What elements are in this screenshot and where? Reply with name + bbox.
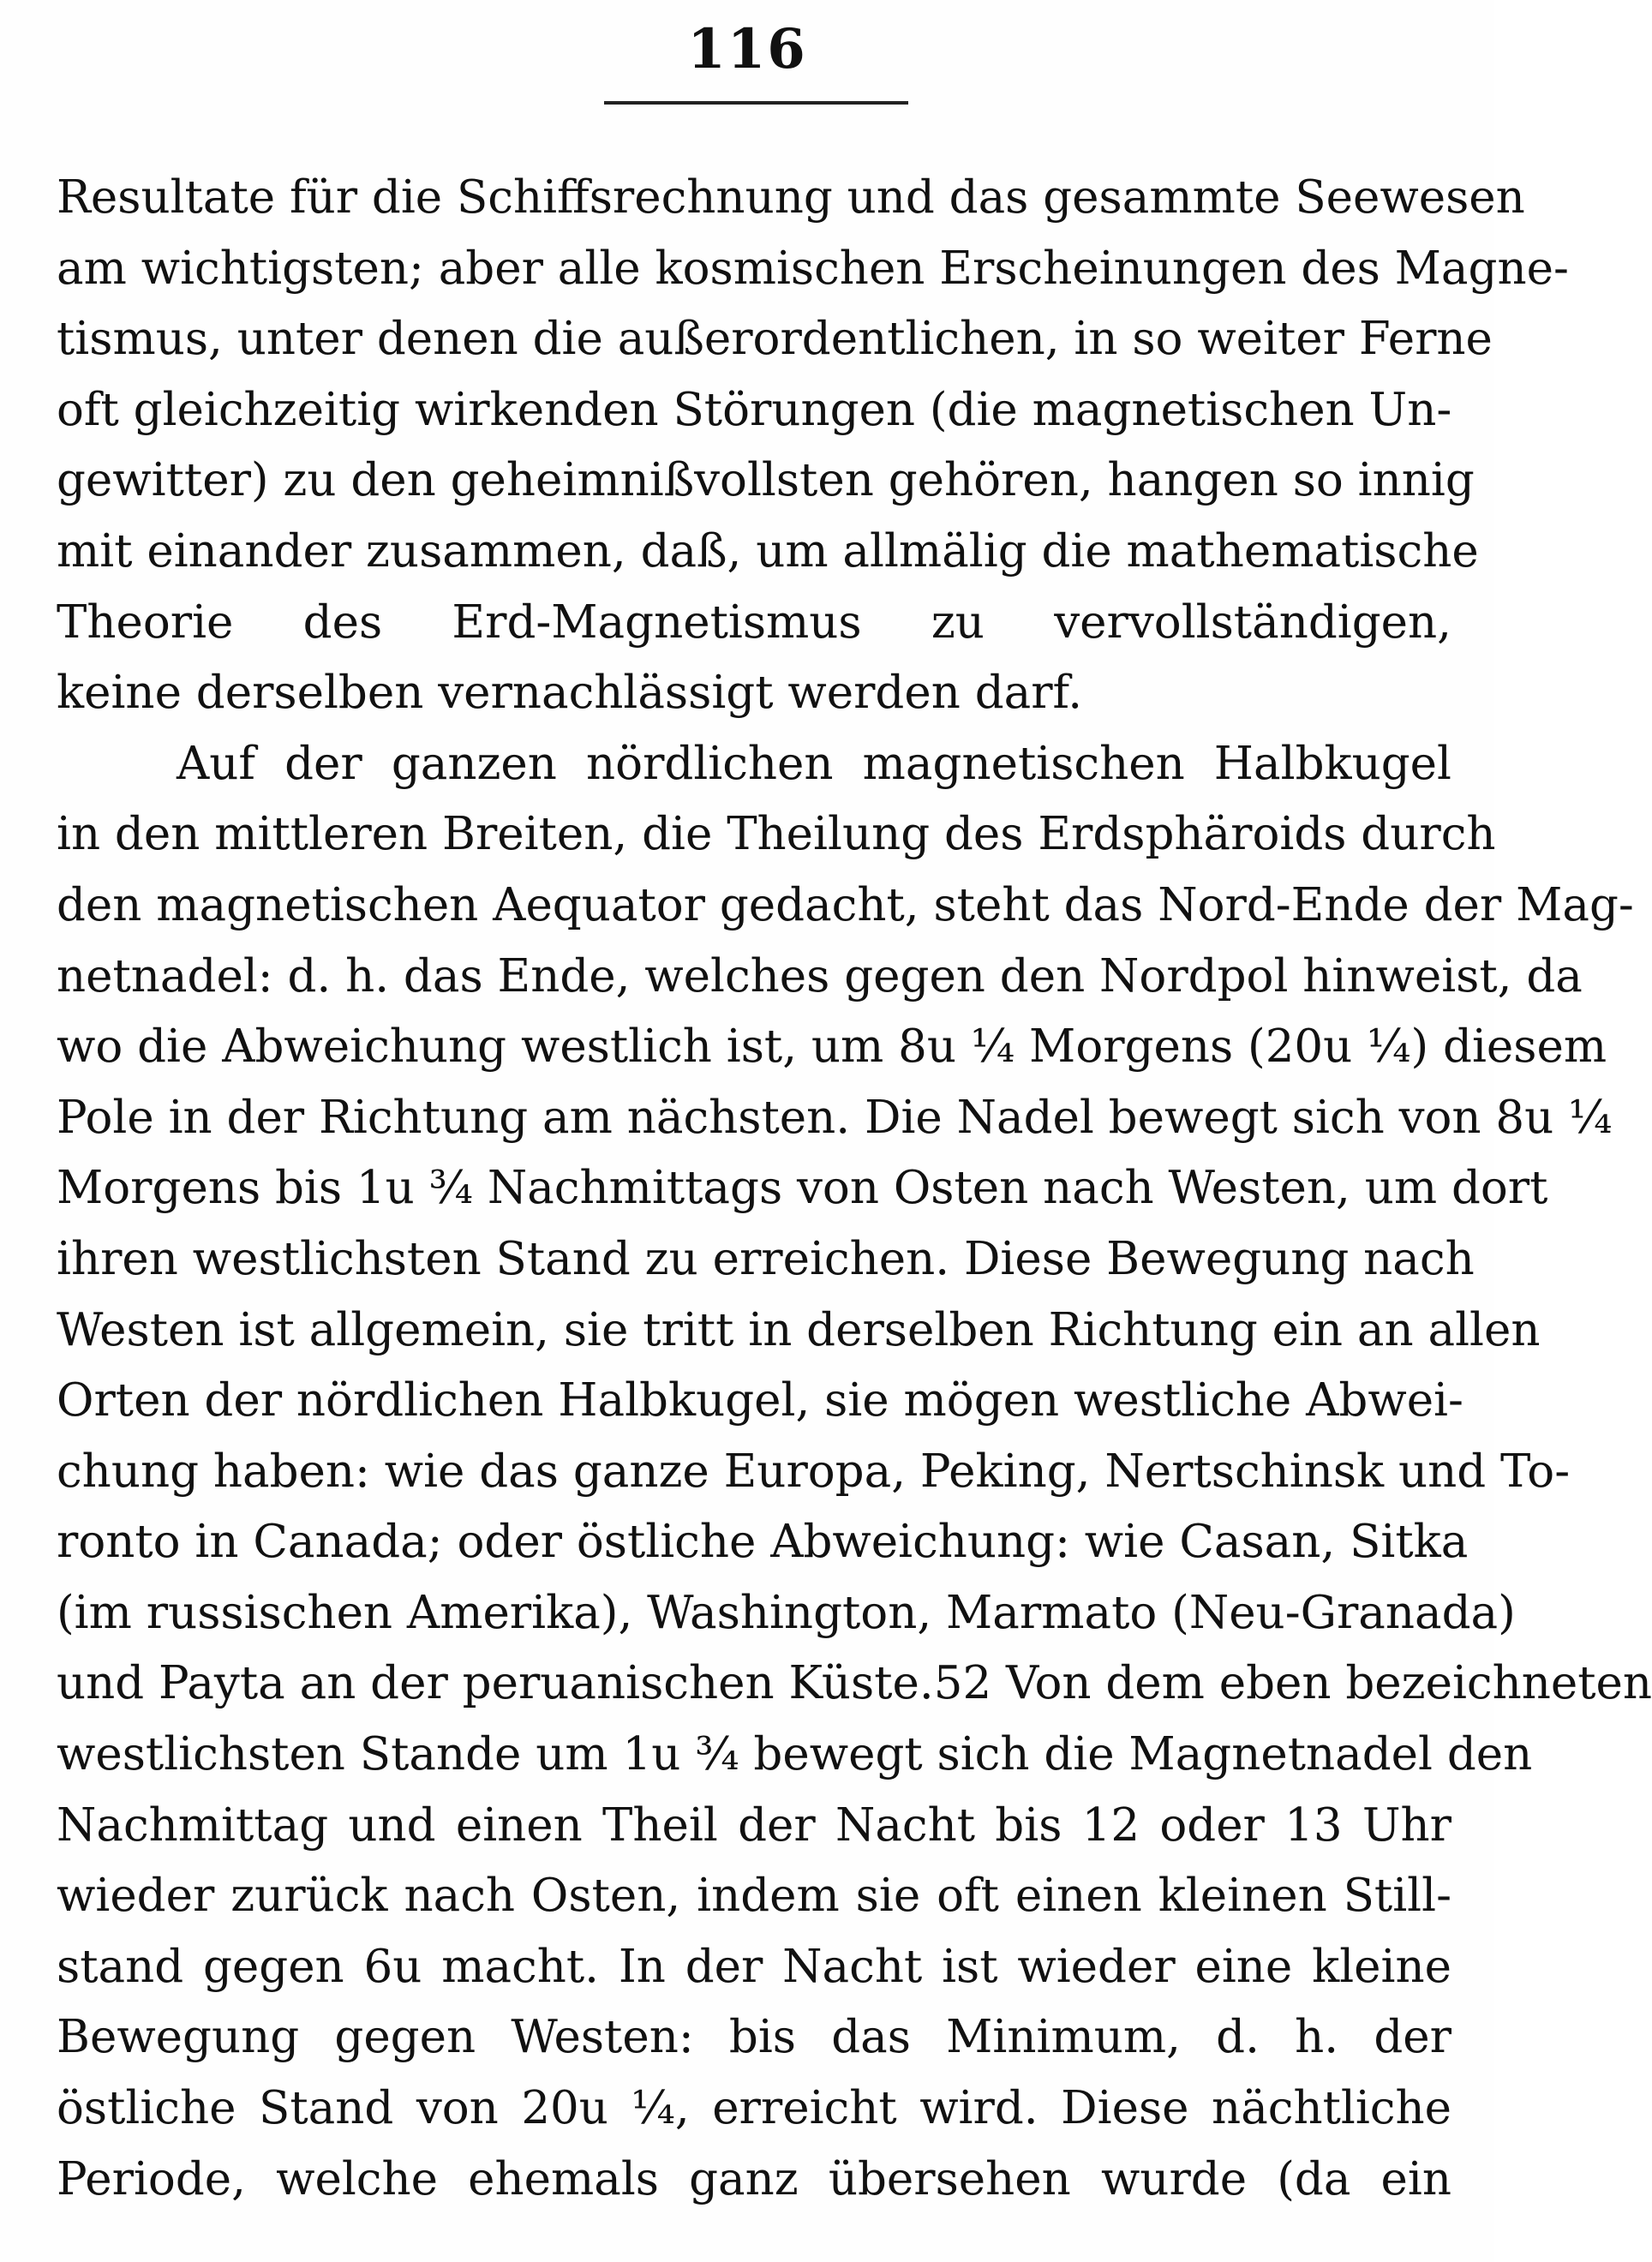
text-line: wieder zurück nach Osten, indem sie oft einen kleinen Still- <box>57 1870 1451 1923</box>
text-line: den magnetischen Aequator gedacht, steht das Nord-Ende der Mag- <box>57 878 1634 931</box>
text-line: Periode, welche ehemals ganz übersehen wurde (da ein <box>57 2152 1451 2205</box>
text-line: mit einander zusammen, daß, um allmälig die mathematische <box>57 524 1479 577</box>
text-line: gewitter) zu den geheimnißvollsten gehören, hangen so innig <box>57 454 1475 507</box>
text-line: ihren westlichsten Stand zu erreichen. Diese Bewegung nach <box>57 1232 1475 1285</box>
text-line: oft gleichzeitig wirkenden Störungen (die magnetischen Un- <box>57 383 1452 436</box>
text-line: Westen ist allgemein, sie tritt in derselben Richtung ein an allen <box>57 1303 1541 1356</box>
text-line: und Payta an der peruanischen Küste.52 Von dem eben bezeichneten <box>57 1657 1652 1710</box>
text-line: wo die Abweichung westlich ist, um 8u ¼ Morgens (20u ¼) diesem <box>57 1020 1607 1074</box>
page-number: 116 <box>687 17 807 81</box>
text-line: ronto in Canada; oder östliche Abweichung: wie Casan, Sitka <box>57 1516 1469 1569</box>
text-line: stand gegen 6u macht. In der Nacht ist wieder eine kleine <box>57 1940 1451 1993</box>
text-line: Theorie des Erd-Magnetismus zu vervollständigen, <box>57 595 1451 649</box>
body-text <box>57 163 1652 2215</box>
text-line: tismus, unter denen die außerordentlichen, in so weiter Ferne <box>57 313 1493 366</box>
text-line: chung haben: wie das ganze Europa, Peking, Nertschinsk und To- <box>57 1445 1571 1498</box>
text-line: westlichsten Stande um 1u ¾ bewegt sich die Magnetnadel den <box>57 1728 1533 1781</box>
text-line: am wichtigsten; aber alle kosmischen Erscheinungen des Magne- <box>57 242 1569 295</box>
text-line: Resultate für die Schiffsrechnung und das gesammte Seewesen <box>57 171 1525 224</box>
text-line: Pole in der Richtung am nächsten. Die Nadel bewegt sich von 8u ¼ <box>57 1091 1613 1144</box>
text-line: Morgens bis 1u ¾ Nachmittags von Osten nach Westen, um dort <box>57 1162 1548 1215</box>
text-line: Orten der nördlichen Halbkugel, sie mögen westliche Abwei- <box>57 1374 1463 1427</box>
header-rule <box>604 101 908 105</box>
text-line: Nachmittag und einen Theil der Nacht bis 12 oder 13 Uhr <box>57 1798 1451 1852</box>
text-line: östliche Stand von 20u ¼, erreicht wird. Diese nächtliche <box>57 2082 1451 2135</box>
text-line: keine derselben vernachlässigt werden darf. <box>57 667 1083 720</box>
text-line: Bewegung gegen Westen: bis das Minimum, d. h. der <box>57 2011 1451 2064</box>
text-line: (im russischen Amerika), Washington, Marmato (Neu-Granada) <box>57 1586 1516 1639</box>
text-line: in den mittleren Breiten, die Theilung des Erdsphäroids durch <box>57 808 1496 861</box>
text-line: netnadel: d. h. das Ende, welches gegen den Nordpol hinweist, da <box>57 949 1583 1002</box>
text-line: Auf der ganzen nördlichen magnetischen Halbkugel <box>177 737 1451 790</box>
